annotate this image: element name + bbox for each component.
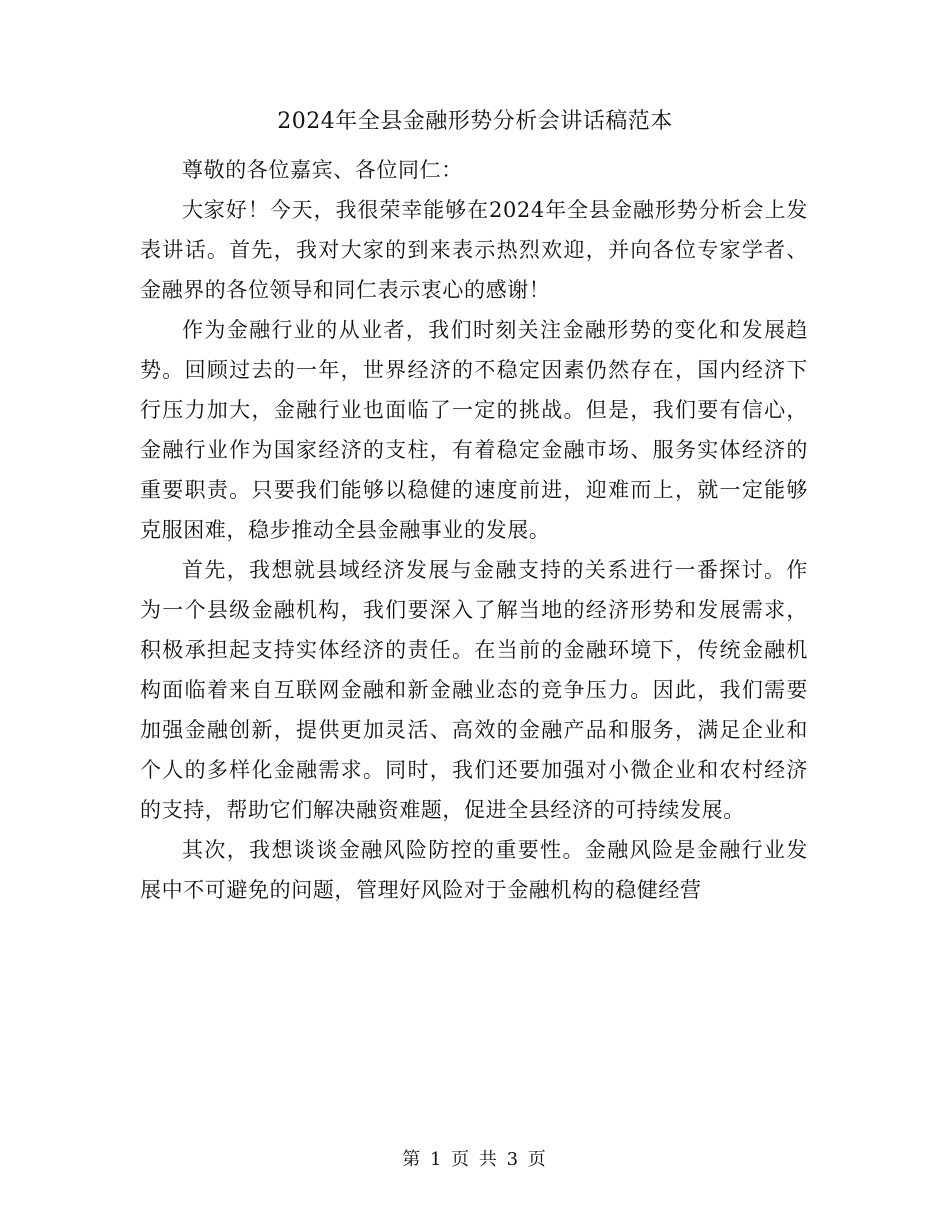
paragraph-3: 首先，我想就县域经济发展与金融支持的关系进行一番探讨。作为一个县级金融机构，我们要深入了解当地的经济形势和发展需求，积极承担起支持实体经济的责任。在当前的金融环境下，传统金融机构面临着来自互联网金融和新金融业态的竞争压力。因此，我们需要加强金融创新，提供更加灵活、高效的金融产品和服务，满足企业和个人的多样化金融需求。同时，我们还要加强对小微企业和农村经济的支持，帮助它们解决融资难题，促进全县经济的可持续发展。: [140, 558, 808, 822]
paragraph-1: 大家好！今天，我很荣幸能够在2024年全县金融形势分析会上发表讲话。首先，我对大家的到来表示热烈欢迎，并向各位专家学者、金融界的各位领导和同仁表示衷心的感谢！: [140, 198, 808, 302]
paragraph-2: 作为金融行业的从业者，我们时刻关注金融形势的变化和发展趋势。回顾过去的一年，世界经济的不稳定因素仍然存在，国内经济下行压力加大，金融行业也面临了一定的挑战。但是，我们要有信心，金融行业作为国家经济的支柱，有着稳定金融市场、服务实体经济的重要职责。只要我们能够以稳健的速度前进，迎难而上，就一定能够克服困难，稳步推动全县金融事业的发展。: [140, 318, 808, 542]
document-title: 2024年全县金融形势分析会讲话稿范本: [277, 109, 673, 134]
page-number-footer: 第 1 页 共 3 页: [402, 1149, 548, 1170]
paragraph-4: 其次，我想谈谈金融风险防控的重要性。金融风险是金融行业发展中不可避免的问题，管理好风险对于金融机构的稳健经营: [140, 838, 808, 902]
document-body: [140, 150, 808, 910]
salutation: 尊敬的各位嘉宾、各位同仁：: [182, 158, 463, 182]
